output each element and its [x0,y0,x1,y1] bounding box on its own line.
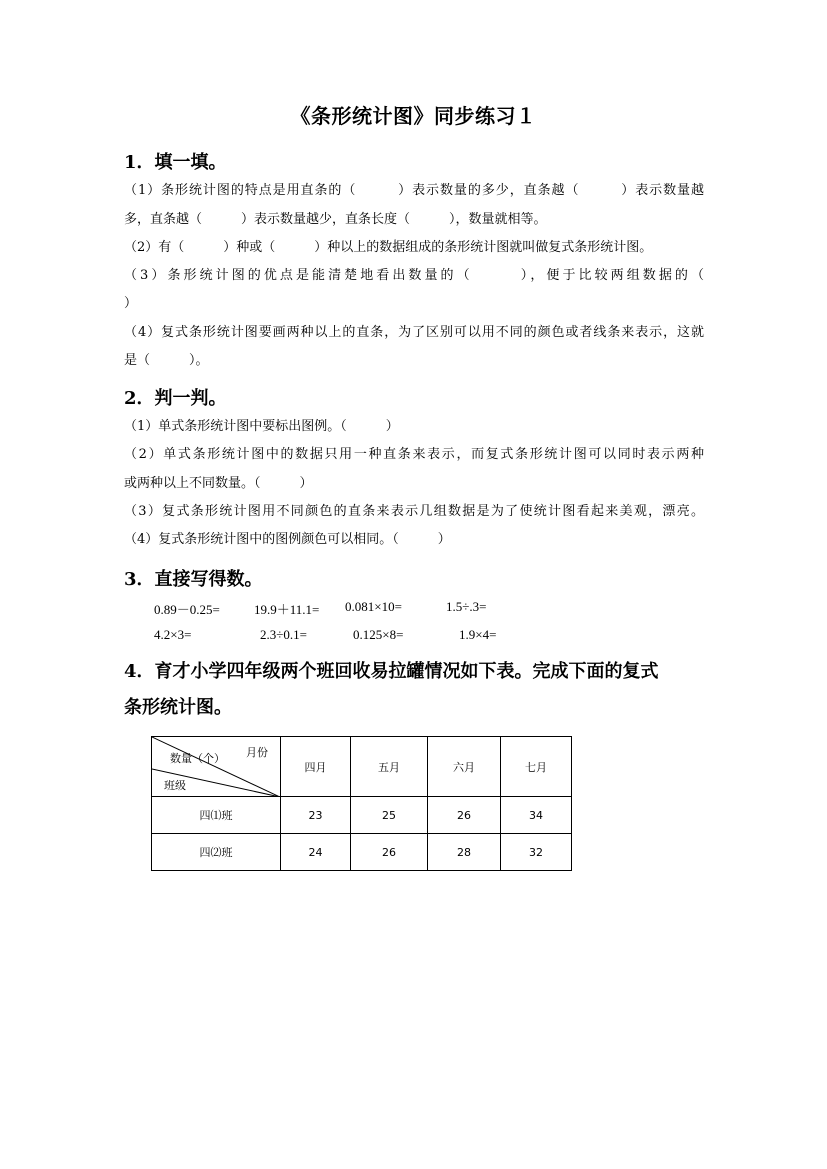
fill-line: （2）有（ ）种或（ ）种以上的数据组成的条形统计图就叫做复式条形统计图。 [124,240,653,255]
fill-line: 是（ ）。 [124,353,209,368]
judge-line: （2）单式条形统计图中的数据只用一种直条来表示，而复式条形统计图可以同时表示两种 [124,447,704,462]
section-4-heading: 4．育才小学四年级两个班回收易拉罐情况如下表。完成下面的复式 [124,661,659,682]
page-title: 《条形统计图》同步练习１ [290,104,537,128]
row-label: 四⑵班 [152,834,281,871]
table-cell: 26 [428,797,501,834]
judge-line: 或两种以上不同数量。（ ） [124,476,313,491]
fill-line: （1）条形统计图的特点是用直条的（ ）表示数量的多少，直条越（ ）表示数量越 [124,183,704,198]
table-cell: 25 [351,797,428,834]
calc-item: 2.3÷0.1= [260,627,307,642]
calc-item: 0.89－0.25= [154,602,220,617]
judge-line: （4）复式条形统计图中的图例颜色可以相同。（ ） [124,532,451,547]
table-cell: 26 [351,834,428,871]
calc-row-1 [0,599,827,617]
table-header: 四月 [281,737,351,797]
fill-line: 多，直条越（ ）表示数量越少，直条长度（ ），数量就相等。 [124,212,547,227]
table-header: 七月 [501,737,572,797]
section-3-heading: 3．直接写得数。 [124,569,263,590]
table-header: 六月 [428,737,501,797]
calc-item: 4.2×3= [154,627,192,642]
section-4-heading-cont: 条形统计图。 [124,697,232,718]
table-cell: 23 [281,797,351,834]
calc-item: 0.081×10= [345,599,402,614]
table-cell: 28 [428,834,501,871]
table-cell: 34 [501,797,572,834]
fill-line: （4）复式条形统计图要画两种以上的直条，为了区别可以用不同的颜色或者线条来表示，这就 [124,325,704,340]
section-1-heading: 1．填一填。 [124,152,227,173]
judge-line: （1）单式条形统计图中要标出图例。（ ） [124,419,399,434]
calc-item: 1.9×4= [459,627,497,642]
data-table [151,736,572,871]
diagonal-header-cell [152,737,281,797]
calc-row-2 [0,627,827,645]
calc-item: 19.9＋11.1= [254,602,320,617]
table-cell: 24 [281,834,351,871]
table-header-row [152,737,572,797]
row-label: 四⑴班 [152,797,281,834]
table-row [152,797,572,834]
header-class-label: 班级 [164,779,186,792]
table-cell: 32 [501,834,572,871]
section-2-heading: 2．判一判。 [124,388,227,409]
fill-line: ） [124,296,138,311]
calc-item: 0.125×8= [353,627,404,642]
table-row [152,834,572,871]
header-qty-label: 数量（个） [170,752,225,765]
calc-item: 1.5÷.3= [446,599,487,614]
fill-line: （3）条形统计图的优点是能清楚地看出数量的（ ），便于比较两组数据的（ [124,268,704,283]
header-month-label: 月份 [246,746,268,759]
judge-line: （3）复式条形统计图用不同颜色的直条来表示几组数据是为了使统计图看起来美观，漂亮。 [124,504,704,519]
table-header: 五月 [351,737,428,797]
